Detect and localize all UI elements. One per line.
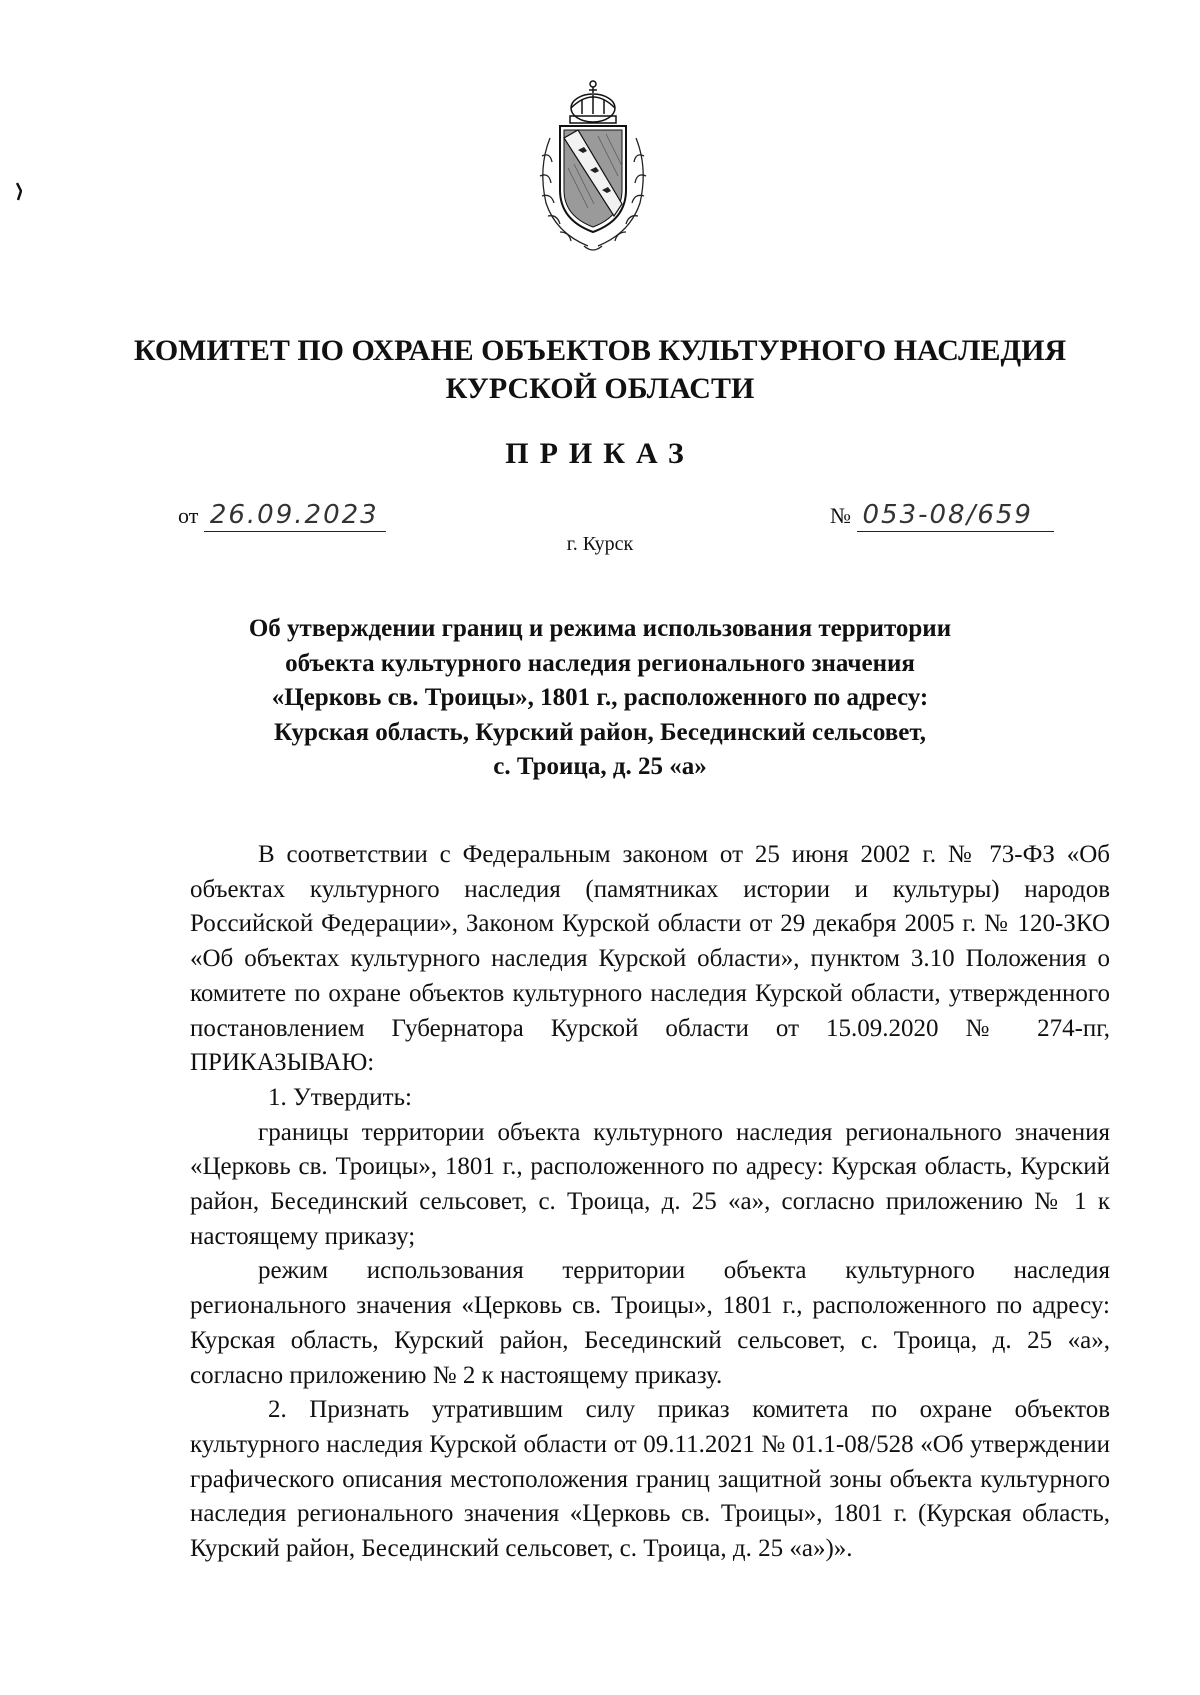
city: г. Курск <box>566 533 634 555</box>
organization-line-1: КОМИТЕТ ПО ОХРАНЕ ОБЪЕКТОВ КУЛЬТУРНОГО НАСЛЕДИЯ <box>133 334 1067 367</box>
subject-line-3: «Церковь св. Троицы», 1801 г., расположенного по адресу: <box>271 684 929 711</box>
paragraph-item-2: 2. Признать утратившим силу приказ комитета по охране объектов культурного наследия Курской области от 09.11.2021 № 01.1-08/528 «Об утверждении графического описания местоположения границ защитной зоны объекта культурного наследия регионального значения «Церковь св. Троицы», 1801 г. (Курская область, Курский район, Бесединский сельсовет, с. Троица, д. 25 «а»)». <box>190 1396 1110 1563</box>
document-subject <box>160 612 1040 785</box>
number-prefix: № <box>830 503 851 528</box>
paragraph-borders: границы территории объекта культурного наследия регионального значения «Церковь св. Троицы», 1801 г., расположенного по адресу: Курская область, Курский район, Бесединский сельсовет, с. Троица, д. 25 «а», согласно приложению № 1 к настоящему приказу; <box>190 1118 1110 1250</box>
subject-line-2: объекта культурного наследия регионального значения <box>285 649 915 677</box>
organization-name <box>100 332 1100 408</box>
paragraph-item-1: 1. Утвердить: <box>268 1083 412 1111</box>
organization-line-2: КУРСКОЙ ОБЛАСТИ <box>445 372 755 405</box>
paragraph-preamble: В соответствии с Федеральным законом от 25 июня 2002 г. № 73-ФЗ «Об объектах культурного наследия (памятниках истории и культуры) народов Российской Федерации», Законом Курской области от 29 декабря 2005 г. № 120-ЗКО «Об объектах культурного наследия Курской области», пунктом 3.10 Положения о комитете по охране объектов культурного наследия Курской области, утвержденного постановлением Губернатора Курской области от 15.09.2020 № 274-пг, ПРИКАЗЫВАЮ: <box>190 841 1110 1077</box>
scan-artifact <box>16 182 22 202</box>
document-body <box>190 838 1110 1567</box>
date-prefix: от <box>178 503 199 528</box>
document-date <box>178 500 386 532</box>
number-value: 053-08/659 <box>857 500 1054 532</box>
date-value: 26.09.2023 <box>204 500 386 532</box>
subject-line-5: с. Троица, д. 25 «а» <box>493 753 707 780</box>
subject-line-4: Курская область, Курский район, Бесединский сельсовет, <box>273 718 927 746</box>
subject-line-1: Об утверждении границ и режима использования территории <box>248 615 952 642</box>
coat-of-arms-icon <box>528 78 658 256</box>
document-type: ПРИКАЗ <box>505 437 695 470</box>
paragraph-regime: режим использования территории объекта культурного наследия регионального значения «Церковь св. Троицы», 1801 г., расположенного по адресу: Курская область, Курский район, Бесединский сельсовет, с. Троица, д. 25 «а», согласно приложению № 2 к настоящему приказу. <box>190 1257 1110 1389</box>
document-number <box>830 500 1054 532</box>
